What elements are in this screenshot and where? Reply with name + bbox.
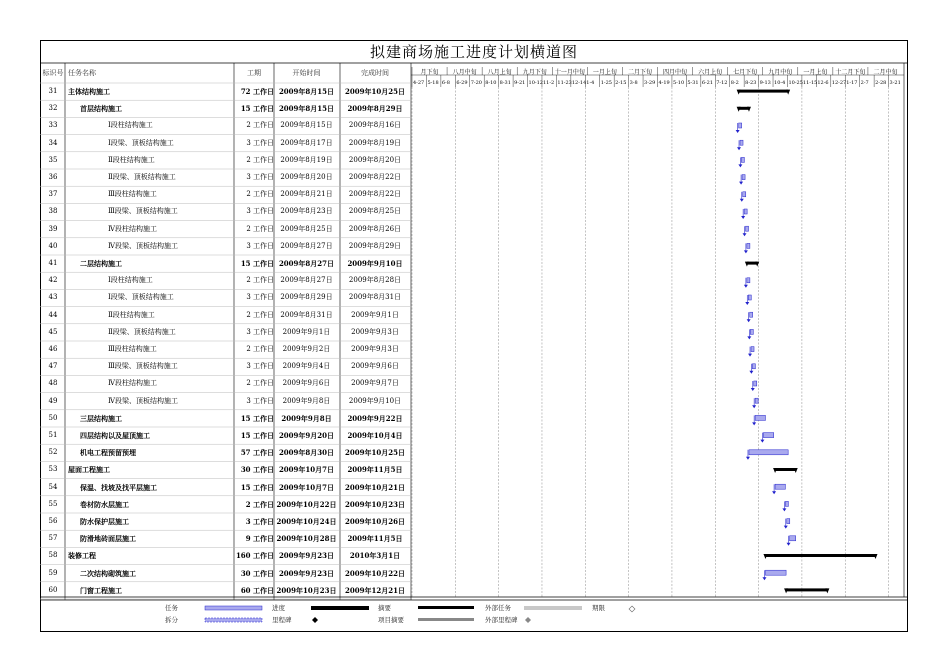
task-id: 47 (48, 362, 58, 371)
dependency-arrow (782, 508, 786, 511)
task-finish: 2009年9月7日 (351, 379, 399, 388)
timescale-major-label: 一月上旬 (803, 69, 828, 76)
task-name: Ⅱ段柱结构施工 (108, 155, 155, 164)
task-id: 45 (48, 327, 58, 336)
timescale-minor-label: 9-13 (759, 80, 771, 86)
legend-project-summary-label: 项目摘要 (378, 616, 404, 624)
column-header-start: 开始时间 (292, 69, 321, 77)
task-duration: 2 工作日 (245, 499, 274, 509)
task-start: 2009年9月2日 (282, 345, 331, 353)
task-finish: 2009年10月26日 (345, 517, 405, 526)
task-start: 2009年9月23日 (278, 551, 335, 561)
task-name: 门窗工程施工 (80, 585, 122, 595)
task-finish: 2009年10月25日 (345, 448, 405, 458)
task-finish: 2009年12月21日 (345, 585, 405, 595)
task-id: 34 (48, 138, 58, 147)
task-bar (755, 415, 765, 420)
task-name: 二次结构砌筑施工 (80, 568, 136, 578)
task-name: Ⅳ段柱结构施工 (108, 379, 157, 388)
task-name: 机电工程预留预埋 (80, 448, 136, 458)
timescale-minor-label: 7-20 (470, 80, 482, 86)
task-name: Ⅰ段柱结构施工 (108, 121, 153, 130)
task-name: 装修工程 (68, 551, 96, 561)
timescale-minor-label: 2-15 (615, 80, 627, 86)
task-duration: 72 工作日 (240, 87, 274, 96)
task-id: 39 (48, 224, 58, 233)
task-finish: 2009年11月5日 (347, 534, 403, 544)
task-id: 55 (48, 499, 58, 508)
timescale-minor-label: 12-14 (571, 80, 587, 86)
task-bar (746, 226, 749, 231)
task-name: Ⅰ段柱结构施工 (108, 276, 153, 285)
task-name: Ⅱ段梁、顶板结构施工 (108, 173, 176, 181)
task-name: 屋面工程施工 (68, 465, 110, 475)
task-duration: 3 工作日 (246, 207, 274, 216)
task-id: 53 (48, 465, 58, 474)
timescale-minor-label: 1-25 (600, 80, 612, 86)
task-bar (755, 398, 758, 403)
task-finish: 2009年9月6日 (351, 362, 399, 371)
timescale-minor-label: 9-21 (514, 80, 526, 86)
task-finish: 2009年9月3日 (351, 345, 399, 353)
task-duration: 2 工作日 (246, 379, 274, 388)
task-start: 2009年8月27日 (278, 259, 335, 268)
task-start: 2009年10月23日 (276, 585, 337, 595)
dependency-arrow (744, 250, 748, 253)
column-header-duration: 工期 (247, 69, 261, 77)
task-id: 43 (48, 293, 58, 302)
task-id: 32 (48, 104, 58, 113)
task-finish: 2009年9月10日 (347, 259, 403, 268)
task-duration: 30 工作日 (240, 568, 274, 578)
column-header-id: 标识号 (42, 69, 64, 77)
timescale-major-label: 八月中旬 (452, 69, 477, 76)
task-name: 首层结构施工 (80, 104, 122, 114)
task-bar (743, 192, 746, 197)
task-name: Ⅲ段梁、顶板结构施工 (108, 207, 178, 216)
task-id: 51 (48, 431, 58, 439)
legend-project-summary-swatch (418, 618, 474, 621)
timescale-minor-label: 1-4 (586, 80, 595, 86)
legend-external-milestone-swatch (525, 617, 531, 623)
task-duration: 15 工作日 (240, 431, 274, 440)
task-start: 2009年10月28日 (276, 534, 337, 544)
task-name: Ⅰ段梁、顶板结构施工 (108, 138, 174, 147)
task-id: 54 (48, 482, 58, 491)
task-bar (763, 433, 773, 438)
task-duration: 3 工作日 (245, 517, 274, 526)
timescale-minor-label: 5-10 (672, 80, 685, 86)
task-duration: 2 工作日 (246, 121, 274, 130)
timescale-major-label: 月下旬 (420, 69, 439, 76)
timescale-major-label: 八月上旬 (487, 69, 512, 76)
task-duration: 2 工作日 (246, 276, 274, 285)
legend-milestone-label: 里程碑 (272, 616, 292, 624)
dependency-arrow (772, 491, 776, 494)
task-finish: 2009年8月26日 (348, 224, 402, 233)
task-bar (749, 450, 788, 455)
task-bar (742, 175, 745, 180)
task-start: 2009年8月25日 (280, 224, 333, 233)
task-finish: 2009年9月1日 (351, 310, 399, 319)
task-start: 2009年8月29日 (280, 293, 333, 302)
task-start: 2009年10月24日 (276, 517, 337, 526)
task-finish: 2009年8月19日 (348, 138, 402, 147)
task-id: 59 (48, 568, 58, 577)
dependency-arrow (787, 543, 791, 546)
task-finish: 2009年10月25日 (345, 87, 405, 96)
task-name: Ⅲ段柱结构施工 (108, 190, 157, 199)
task-finish: 2009年11月5日 (347, 465, 403, 475)
timescale-minor-label: 2-28 (875, 80, 887, 86)
task-name: 防水保护层施工 (80, 517, 129, 526)
dependency-arrow (747, 319, 751, 322)
legend-external-task-swatch (524, 606, 582, 610)
task-bar (765, 570, 786, 575)
timescale-minor-label: 3-8 (629, 80, 638, 86)
timescale-minor-label: 8-31 (499, 80, 511, 86)
legend-progress-label: 进度 (272, 604, 285, 612)
dependency-arrow (738, 164, 742, 167)
timescale-minor-label: 5-18 (427, 80, 439, 86)
legend-external-tasks-label: 外部任务 (485, 604, 511, 612)
task-duration: 2 工作日 (246, 155, 274, 164)
task-id: 38 (48, 207, 58, 216)
task-name: Ⅱ段梁、顶板结构施工 (108, 327, 176, 336)
task-finish: 2009年10月23日 (345, 499, 405, 509)
task-start: 2009年8月23日 (280, 207, 333, 216)
summary-bar (765, 554, 875, 557)
timescale-minor-label: 11-15 (802, 80, 818, 86)
legend-split-label: 拆分 (165, 616, 178, 624)
task-start: 2009年10月7日 (278, 482, 335, 492)
dependency-arrow (762, 577, 766, 580)
task-id: 52 (48, 448, 58, 457)
task-start: 2009年8月21日 (280, 190, 333, 199)
task-finish: 2009年8月31日 (348, 293, 402, 302)
timescale-major-label: 一月上旬 (592, 69, 617, 76)
task-bar (754, 381, 757, 386)
dependency-arrow (746, 457, 750, 460)
legend-external-milestone-label: 外部里程碑 (485, 616, 518, 624)
task-name: 二层结构施工 (80, 259, 122, 268)
task-start: 2009年8月27日 (280, 241, 333, 250)
task-id: 36 (48, 173, 58, 181)
legend-task-swatch (205, 606, 262, 610)
task-duration: 15 工作日 (240, 482, 274, 492)
dependency-arrow (736, 130, 740, 133)
task-bar (785, 501, 788, 506)
legend-task-label: 任务 (165, 604, 178, 612)
timescale-minor-label: 10-12 (528, 80, 543, 86)
task-start: 2009年9月23日 (278, 568, 335, 578)
timescale-minor-label: 2-7 (860, 80, 869, 86)
timescale-minor-label: 6-21 (701, 80, 714, 86)
task-bar (751, 347, 754, 352)
task-duration: 15 工作日 (240, 259, 274, 268)
timescale-major-label: 四月中旬 (663, 69, 688, 76)
task-duration: 3 工作日 (246, 327, 274, 336)
task-name: Ⅰ段梁、顶板结构施工 (108, 293, 174, 302)
timescale-major-label: 二月中旬 (873, 69, 898, 76)
timescale-minor-label: 3-21 (889, 80, 901, 86)
task-start: 2009年8月27日 (280, 276, 333, 285)
column-header-finish: 完成时间 (361, 69, 389, 77)
task-duration: 60 工作日 (240, 585, 274, 595)
dependency-arrow (752, 405, 756, 408)
task-id: 46 (48, 345, 58, 353)
timescale-major-label: 二月下旬 (627, 69, 652, 76)
dependency-arrow (737, 147, 741, 150)
task-duration: 2 工作日 (246, 224, 274, 233)
task-bar (787, 519, 790, 524)
dependency-arrow (747, 336, 751, 339)
timescale-major-label: 十一月中旬 (554, 69, 585, 76)
task-name: Ⅱ段柱结构施工 (108, 310, 155, 319)
task-start: 2009年8月15日 (278, 87, 335, 96)
task-finish: 2009年9月3日 (351, 327, 399, 336)
column-header-name: 任务名称 (68, 69, 96, 77)
task-start: 2009年8月15日 (280, 121, 333, 130)
task-name: 卷材防水层施工 (80, 499, 129, 509)
timescale-minor-label: 8-23 (745, 80, 757, 86)
dependency-arrow (752, 422, 756, 425)
task-start: 2009年10月22日 (276, 499, 337, 509)
task-duration: 2 工作日 (246, 345, 274, 353)
task-name: Ⅲ段梁、顶板结构施工 (108, 362, 178, 371)
task-start: 2009年9月1日 (282, 327, 331, 336)
task-start: 2009年9月8日 (282, 396, 331, 405)
task-bar (739, 123, 742, 128)
summary-bar (775, 468, 796, 471)
timescale-major-label: 九月中旬 (768, 69, 793, 76)
dependency-arrow (784, 526, 788, 529)
task-bar (747, 243, 750, 248)
task-duration: 3 工作日 (246, 293, 274, 302)
task-finish: 2009年8月16日 (348, 121, 402, 130)
task-id: 49 (48, 396, 58, 405)
task-duration: 3 工作日 (246, 173, 274, 181)
dependency-arrow (740, 199, 744, 202)
dependency-arrow (739, 182, 743, 185)
dependency-arrow (748, 354, 752, 357)
task-name: Ⅳ段梁、顶板结构施工 (108, 396, 178, 405)
task-id: 60 (48, 585, 58, 594)
timescale-minor-label: 11-23 (557, 80, 572, 86)
task-duration: 9 工作日 (245, 534, 274, 544)
legend-deadline-label: 期限 (592, 604, 605, 612)
task-id: 44 (48, 310, 58, 319)
task-start: 2009年8月15日 (278, 104, 335, 114)
dependency-arrow (743, 233, 747, 236)
task-duration: 3 工作日 (246, 396, 274, 405)
timescale-minor-label: 5-31 (687, 80, 699, 86)
task-finish: 2010年3月1日 (349, 551, 401, 561)
task-id: 35 (48, 155, 58, 164)
task-name: Ⅳ段梁、顶板结构施工 (108, 241, 178, 250)
task-bar (750, 312, 753, 317)
dependency-arrow (751, 388, 755, 391)
task-duration: 30 工作日 (240, 465, 274, 475)
chart-title: 拟建商场施工进度计划横道图 (369, 43, 578, 61)
task-id: 42 (48, 276, 58, 285)
task-start: 2009年10月7日 (278, 465, 335, 475)
timescale-minor-label: 12-27 (831, 80, 847, 86)
task-bar (747, 278, 750, 283)
timescale-minor-label: 6-29 (456, 80, 468, 86)
timescale-minor-label: 8-10 (485, 80, 497, 86)
task-duration: 15 工作日 (240, 413, 274, 423)
task-finish: 2009年10月21日 (345, 482, 405, 492)
legend-deadline-swatch (629, 606, 635, 612)
timescale-minor-label: 7-12 (716, 80, 728, 86)
timescale-minor-label: 8-2 (730, 80, 739, 86)
legend-split-swatch (205, 618, 262, 622)
task-id: 58 (48, 551, 58, 560)
legend-progress-swatch (311, 606, 369, 610)
task-id: 57 (48, 534, 58, 543)
task-duration: 3 工作日 (246, 138, 274, 147)
task-duration: 2 工作日 (246, 310, 274, 319)
task-duration: 3 工作日 (246, 362, 274, 371)
legend-summary-swatch (418, 606, 474, 609)
task-bar (740, 140, 743, 145)
legend-milestone-swatch (312, 617, 318, 623)
task-id: 56 (48, 517, 58, 525)
task-finish: 2009年10月22日 (345, 568, 405, 578)
task-start: 2009年9月4日 (282, 362, 331, 371)
task-finish: 2009年8月20日 (348, 155, 402, 164)
task-id: 41 (48, 259, 58, 267)
timescale-minor-label: 4-27 (413, 80, 425, 86)
timescale-minor-label: 11-2 (542, 80, 555, 86)
timescale-minor-label: 4-19 (658, 80, 670, 86)
task-bar (790, 536, 796, 541)
dependency-arrow (745, 302, 749, 305)
task-duration: 160 工作日 (235, 551, 274, 561)
task-bar (752, 364, 755, 369)
task-name: 主体结构施工 (68, 87, 110, 96)
task-id: 31 (48, 87, 58, 95)
task-start: 2009年8月31日 (280, 310, 333, 319)
task-name: 四层结构以及屋顶施工 (80, 431, 150, 440)
legend-summary-label: 摘要 (378, 604, 391, 612)
task-bar (750, 329, 753, 334)
task-finish: 2009年8月22日 (348, 190, 402, 199)
dependency-arrow (749, 371, 753, 374)
timescale-minor-label: 6-8 (441, 80, 450, 86)
timescale-major-label: 九月下旬 (522, 69, 547, 76)
task-duration: 15 工作日 (240, 104, 274, 114)
timescale-major-label: 七月下旬 (733, 69, 758, 76)
task-id: 50 (48, 413, 58, 422)
summary-bar (786, 588, 827, 591)
task-start: 2009年8月30日 (278, 448, 335, 458)
task-id: 33 (48, 121, 58, 130)
dependency-arrow (741, 216, 745, 219)
task-name: Ⅲ段柱结构施工 (108, 345, 157, 353)
timescale-minor-label: 10-4 (774, 80, 786, 86)
task-name: 防滑地砖面层施工 (80, 534, 136, 544)
task-finish: 2009年8月25日 (348, 207, 402, 216)
timescale-minor-label: 3-29 (644, 80, 656, 86)
task-name: 保温、找坡及找平层施工 (80, 482, 157, 492)
timescale-minor-label: 10-25 (788, 80, 803, 86)
timescale-major-label: 十二月下旬 (835, 69, 866, 76)
task-start: 2009年8月20日 (280, 173, 333, 181)
task-id: 40 (48, 241, 58, 250)
task-bar (775, 484, 785, 489)
task-finish: 2009年8月28日 (348, 276, 402, 285)
task-id: 48 (48, 379, 58, 388)
task-start: 2009年9月20日 (278, 431, 335, 440)
task-start: 2009年8月19日 (280, 155, 333, 164)
timescale-minor-label: 12-6 (817, 80, 829, 86)
dependency-arrow (744, 285, 748, 288)
task-id: 37 (48, 190, 58, 199)
dependency-arrow (760, 440, 764, 443)
task-duration: 3 工作日 (246, 241, 274, 250)
task-start: 2009年8月17日 (280, 138, 333, 147)
task-finish: 2009年10月4日 (347, 431, 403, 440)
task-finish: 2009年8月29日 (348, 241, 402, 250)
timescale-major-label: 六月上旬 (698, 69, 723, 76)
task-bar (748, 295, 751, 300)
summary-bar (739, 90, 789, 93)
task-finish: 2009年8月22日 (348, 173, 402, 181)
task-finish: 2009年8月29日 (347, 104, 403, 114)
task-duration: 2 工作日 (246, 190, 274, 199)
task-start: 2009年9月6日 (282, 379, 331, 388)
task-bar (741, 157, 744, 162)
task-name: 三层结构施工 (80, 413, 122, 423)
task-name: Ⅳ段柱结构施工 (108, 224, 157, 233)
task-start: 2009年9月8日 (281, 413, 332, 423)
task-duration: 57 工作日 (240, 448, 274, 458)
task-finish: 2009年9月22日 (347, 413, 403, 423)
task-bar (744, 209, 747, 214)
timescale-minor-label: 1-17 (846, 80, 858, 86)
task-finish: 2009年9月10日 (348, 396, 402, 405)
